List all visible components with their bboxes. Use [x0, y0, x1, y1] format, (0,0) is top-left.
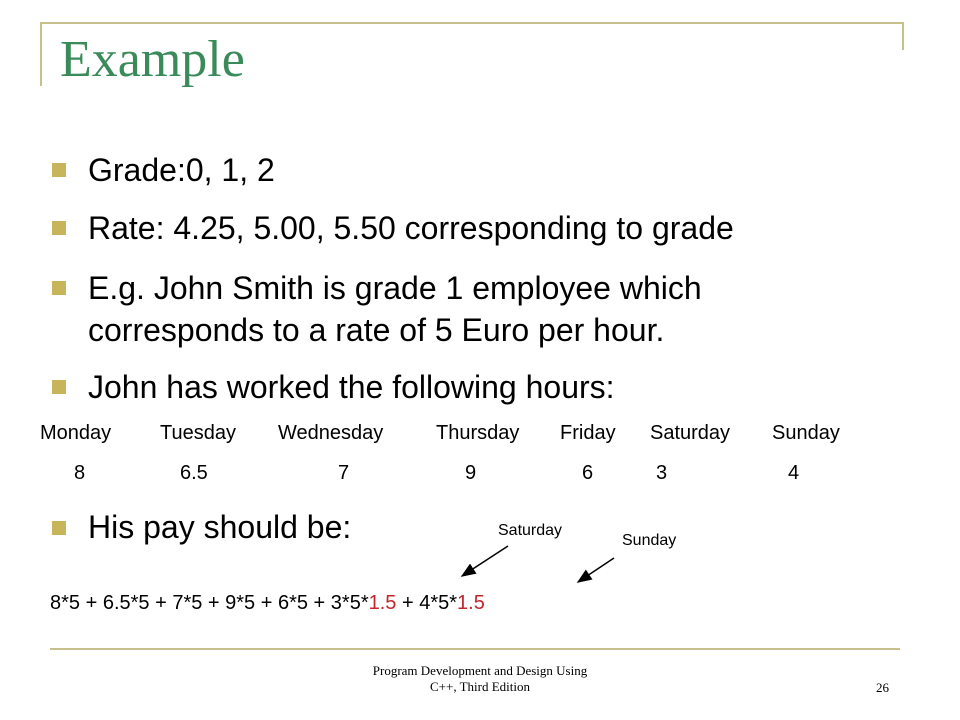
arrow-saturday	[462, 546, 508, 576]
page-number: 26	[876, 680, 889, 695]
formula-sunday-multiplier: 1.5	[457, 592, 485, 614]
hours-friday: 6	[582, 462, 594, 484]
hours-monday: 8	[74, 462, 86, 484]
slide-title: Example	[60, 31, 245, 88]
hours-thursday: 9	[465, 462, 477, 484]
formula-part2: + 4*5*	[396, 592, 458, 614]
bullet-grade: Grade:0, 1, 2	[88, 152, 275, 188]
bullet-example-line2: corresponds to a rate of 5 Euro per hour.	[88, 312, 665, 348]
day-sunday: Sunday	[772, 422, 840, 444]
formula-saturday-multiplier: 1.5	[368, 592, 397, 614]
bullet-hours: John has worked the following hours:	[88, 369, 615, 405]
hours-sunday: 4	[788, 462, 800, 484]
formula-part1: 8*5 + 6.5*5 + 7*5 + 9*5 + 6*5 + 3*5*	[50, 592, 369, 614]
hours-saturday: 3	[656, 462, 668, 484]
hours-wednesday: 7	[338, 462, 350, 484]
hours-tuesday: 6.5	[180, 462, 208, 484]
day-monday: Monday	[40, 422, 112, 444]
pay-formula	[50, 592, 485, 615]
footer-line1: Program Development and Design Using	[372, 663, 588, 678]
day-friday: Friday	[560, 422, 616, 444]
day-saturday: Saturday	[650, 422, 731, 444]
day-thursday: Thursday	[436, 422, 520, 444]
footer-line2: C++, Third Edition	[429, 679, 530, 694]
day-wednesday: Wednesday	[278, 422, 384, 444]
bullet-example-line1: E.g. John Smith is grade 1 employee which	[88, 270, 702, 306]
note-sunday: Sunday	[622, 532, 677, 549]
footer-text	[300, 663, 660, 695]
arrow-sunday	[578, 558, 614, 582]
note-saturday: Saturday	[498, 522, 563, 539]
bullet-pay: His pay should be:	[88, 509, 352, 545]
day-tuesday: Tuesday	[160, 422, 236, 444]
bullet-rate: Rate: 4.25, 5.00, 5.50 corresponding to grade	[88, 210, 734, 246]
